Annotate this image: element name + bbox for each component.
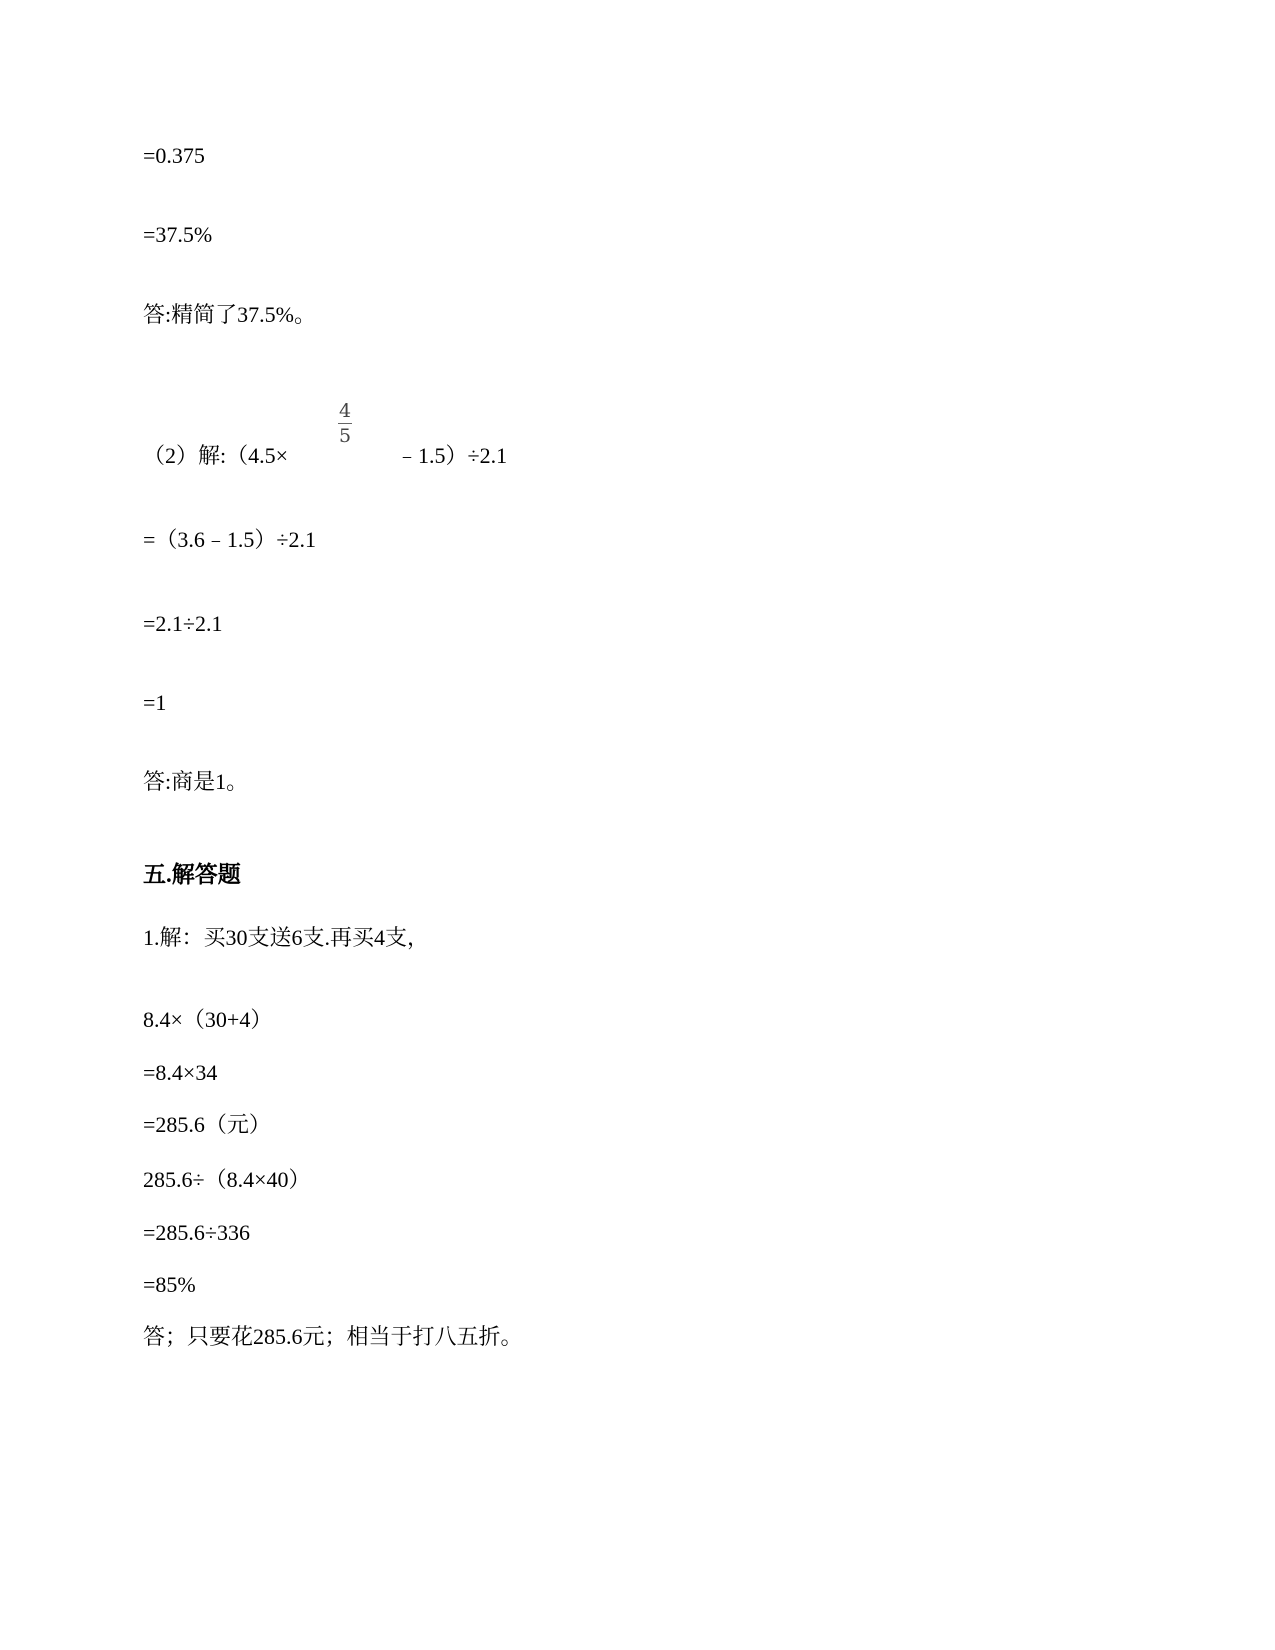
calc-step: =85% (143, 1272, 196, 1297)
question-1-intro: 1.解：买30支送6支.再买4支， (143, 925, 430, 950)
section-heading: 五.解答题 (143, 862, 241, 887)
calc-step: =285.6÷336 (143, 1220, 250, 1245)
fraction-numerator: 4 (338, 400, 352, 422)
calc-step: =285.6（元） (143, 1112, 271, 1137)
fraction-bar (338, 423, 352, 424)
answer-line-3: 答；只要花285.6元；相当于打八五折。 (143, 1324, 523, 1349)
line-step-2b: =2.1÷2.1 (143, 611, 223, 636)
expression-line-2-tail: ﹣1.5）÷2.1 (396, 443, 508, 468)
answer-line-1: 答:精简了37.5%。 (143, 302, 316, 327)
calc-step: =8.4×34 (143, 1060, 218, 1085)
line-step-2a: =（3.6﹣1.5）÷2.1 (143, 527, 316, 552)
line-step-375pct: =37.5% (143, 222, 213, 247)
calc-step: 285.6÷（8.4×40） (143, 1167, 311, 1192)
calc-step: 8.4×（30+4） (143, 1007, 273, 1032)
line-step-2c: =1 (143, 690, 167, 715)
expression-line-2: （2）解:（4.5× (143, 443, 289, 468)
fraction (334, 400, 356, 447)
answer-line-2: 答:商是1。 (143, 769, 249, 794)
fraction-denominator: 5 (338, 425, 352, 447)
line-step-0375: =0.375 (143, 143, 205, 168)
